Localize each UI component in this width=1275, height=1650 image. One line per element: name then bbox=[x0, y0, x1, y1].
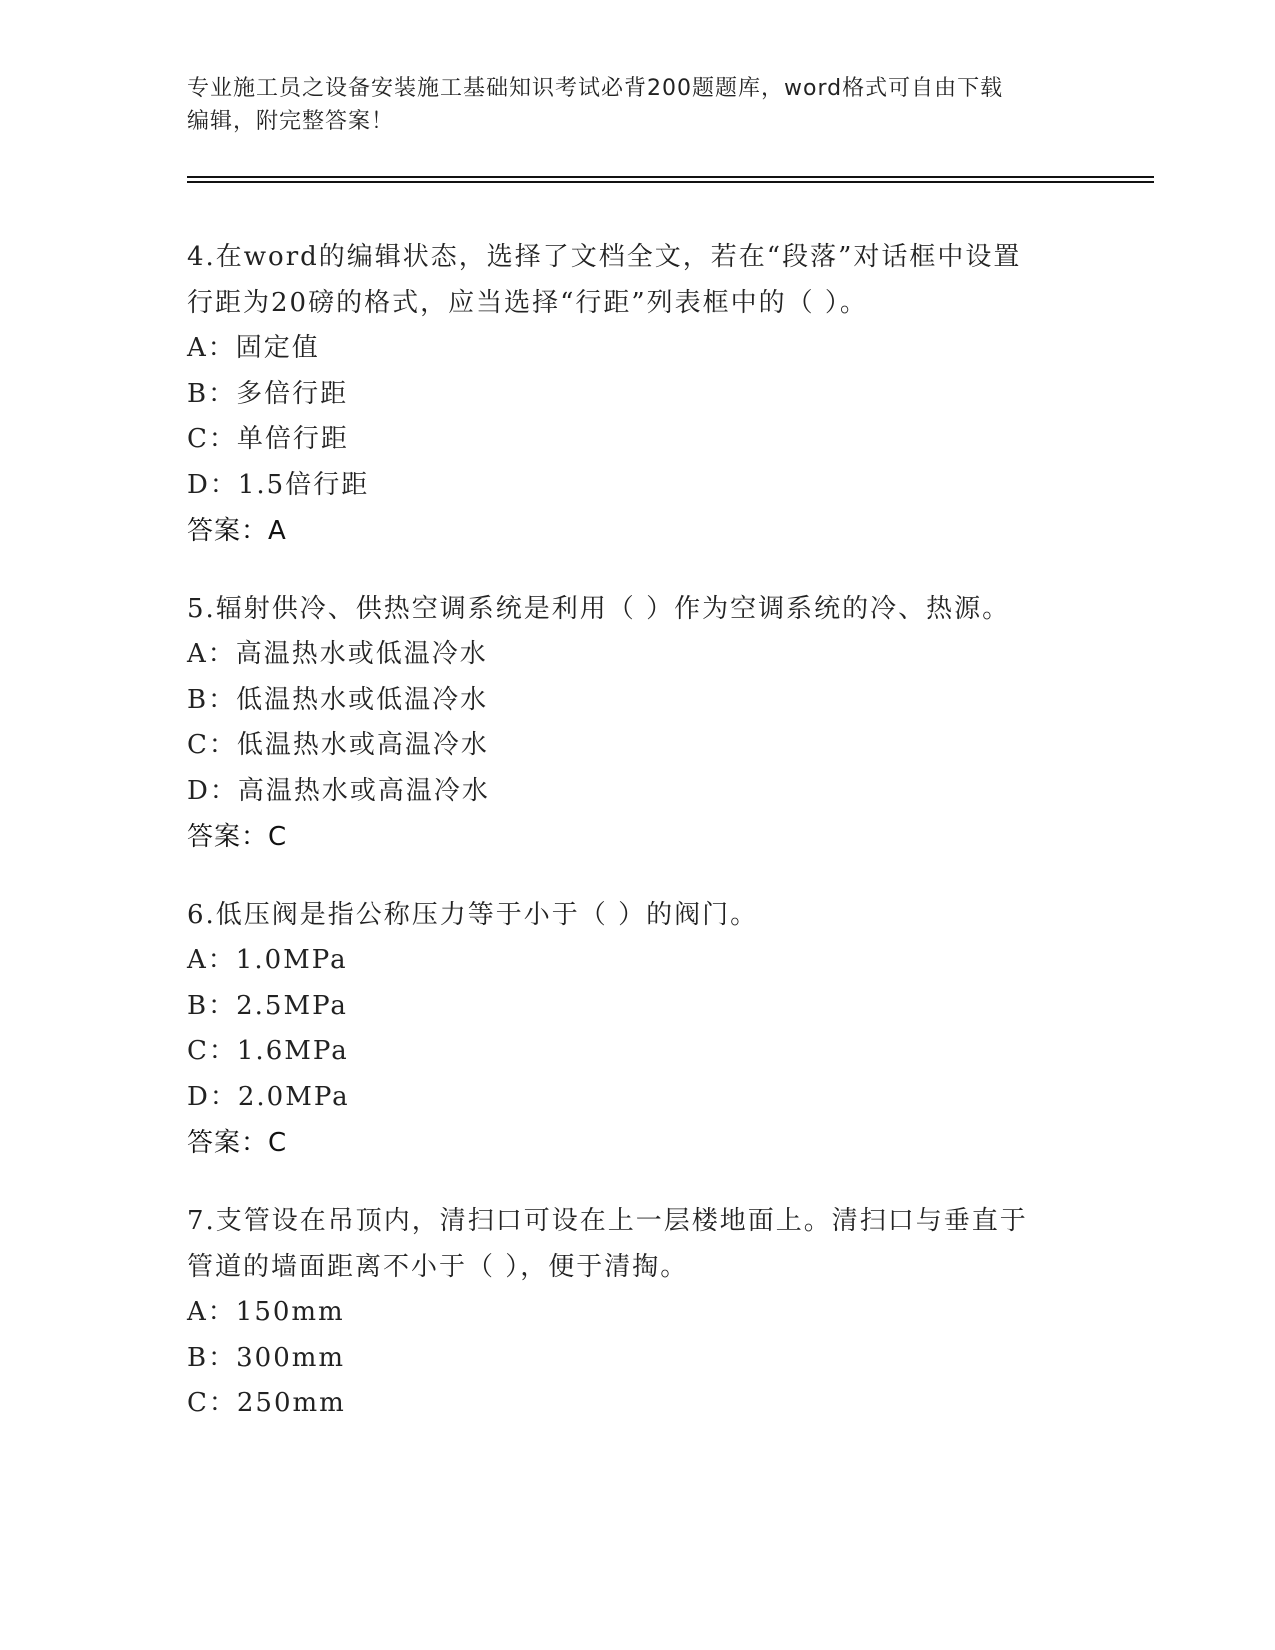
question-7 bbox=[187, 1198, 1087, 1427]
header-divider-top bbox=[187, 176, 1154, 178]
question-stem-line: 管道的墙面距离不小于（ ），便于清掏。 bbox=[187, 1252, 689, 1282]
question-5 bbox=[187, 586, 1087, 860]
question-stem-line: 4.在word的编辑状态，选择了文档全文，若在“段落”对话框中设置 bbox=[187, 242, 1022, 272]
header-divider-bottom bbox=[187, 181, 1154, 183]
option-c: C：单倍行距 bbox=[187, 424, 349, 454]
answer-line: 答案：C bbox=[187, 822, 288, 852]
question-4 bbox=[187, 234, 1087, 554]
question-stem-line: 7.支管设在吊顶内，清扫口可设在上一层楼地面上。清扫口与垂直于 bbox=[187, 1206, 1028, 1236]
option-a: A：150mm bbox=[187, 1297, 345, 1327]
option-a: A：固定值 bbox=[187, 333, 320, 363]
question-list bbox=[187, 234, 1087, 1459]
option-d: D：高温热水或高温冷水 bbox=[187, 775, 490, 806]
answer-line: 答案：C bbox=[187, 1128, 288, 1158]
answer-line: 答案：A bbox=[187, 516, 287, 546]
option-b: B：低温热水或低温冷水 bbox=[187, 684, 489, 715]
question-6 bbox=[187, 892, 1087, 1166]
option-c: C：250mm bbox=[187, 1388, 346, 1418]
header-line-1: 专业施工员之设备安装施工基础知识考试必背200题题库，word格式可自由下载 bbox=[187, 76, 1004, 101]
question-stem-line: 6.低压阀是指公称压力等于小于（ ）的阀门。 bbox=[187, 900, 759, 930]
option-a: A：1.0MPa bbox=[187, 945, 348, 975]
question-stem-line: 5.辐射供冷、供热空调系统是利用（ ）作为空调系统的冷、热源。 bbox=[187, 594, 1011, 624]
option-b: B：多倍行距 bbox=[187, 378, 349, 409]
option-d: D：2.0MPa bbox=[187, 1081, 350, 1112]
option-c: C：1.6MPa bbox=[187, 1036, 349, 1066]
question-stem-line: 行距为20磅的格式，应当选择“行距”列表框中的（ ）。 bbox=[187, 288, 868, 318]
option-b: B：2.5MPa bbox=[187, 990, 348, 1021]
option-b: B：300mm bbox=[187, 1342, 346, 1373]
option-c: C：低温热水或高温冷水 bbox=[187, 730, 489, 760]
header-line-2: 编辑，附完整答案！ bbox=[187, 109, 395, 134]
option-a: A：高温热水或低温冷水 bbox=[187, 639, 488, 669]
document-header bbox=[187, 72, 1067, 138]
option-d: D：1.5倍行距 bbox=[187, 469, 370, 500]
